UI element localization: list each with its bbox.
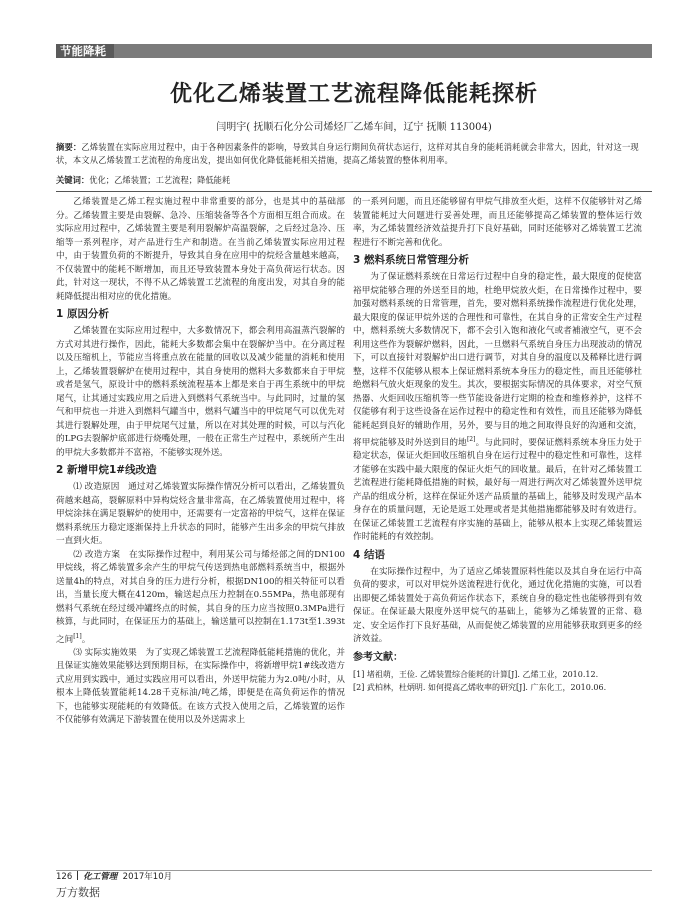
reference-1: [1] 堵祖萌，王俭. 乙烯装置综合能耗的计算[J]. 乙烯工业，2010.12. [353, 669, 599, 679]
intro-paragraph: 乙烯装置是乙烯工程实施过程中非常重要的部分，也是其中的基础部分。乙烯装置主要是由裂解、急冷、压缩装备等各个方面相互组合而成。在实际应用过程中，乙烯装置主要是利用裂解炉高温裂解，之后经过急冷、压缩等一系列程序，对产品进行生产和制造。在当前乙烯装置实际应用过程中，由于装置负荷的不断提升，导致其自身在应用中的烷烃含量越来越高，不仅装置中的能耗不断增加，而且还导致装置本身处于高负荷运行状态。因此，针对这一现状，不得不从乙烯装置工艺流程的角度出发，对其自身的能耗降低提出相对应的优化措施。 [56, 197, 345, 302]
article-title: 优化乙烯装置工艺流程降低能耗探析 [169, 82, 538, 107]
section-2-para-1: ⑴ 改造原因 通过对乙烯装置实际操作情况分析可以看出，乙烯装置负荷越来越高，裂解原料中异构烷烃含量非常高，在乙烯装置使用过程中，将甲烷涂抹在满足裂解炉的使用中，还需要有一定富裕的甲烷气，这样在保证燃料系统压力稳定逐渐保持上升状态的同时，能够产生出多余的甲烷气排放一直到火炬。 [56, 482, 345, 546]
abstract [56, 141, 652, 166]
watermark-brand: 万方数据 [56, 886, 100, 899]
section-2-para-2-end: 。 [81, 634, 91, 645]
issue-date: 2017年10月 [122, 872, 173, 882]
section-1-title: 1 原因分析 [56, 308, 109, 320]
section-2-para-3: ⑶ 实际实施效果 为了实现乙烯装置工艺流程降低能耗措施的优化，并且保证实施效果能够达到预期目标，在实际操作中，将新增甲烷1#线改造方式应用到实践中，通过实践应用可以看出，外送甲烷能力为2.0吨/小时，从根本上降低装置能耗14.28千克标油/吨乙烯，即便是在高负荷运作的情况下，也能够实现能耗的有效降低。在该方式投入使用之后，乙烯装置的运作不仅能够有效满足下游装置在使用以及外送需求上 [56, 647, 345, 726]
section-2-continued: 的一系列问题，而且还能够留有甲烷气排放至火炬，这样不仅能够针对乙烯装置能耗过大问题进行妥善处理，而且还能够提高乙烯装置的整体运行效率，为乙烯装置经济效益提升打下良好基础，同时还能够对乙烯装置工艺流程进行不断完善和优化。 [353, 197, 642, 248]
right-column [353, 196, 642, 694]
section-4-title: 4 结语 [353, 548, 385, 561]
section-3-para-1 [353, 271, 642, 545]
section-4-para-1: 在实际操作过程中，为了适应乙烯装置原料性能以及其自身在运行中高负荷的要求，可以对甲烷外送流程进行优化，通过优化措施的实施，可以看出即便乙烯装置处于高负荷运作状态下，系统自身的稳定性也能够得到有效保证。在保证最大限度外送甲烷气的基础上，能够为乙烯装置的正常、稳定、安全运作打下良好基础，从而促使乙烯装置的应用能够获取到更多的经济效益。 [353, 566, 642, 645]
section-tag: 节能降耗 [56, 44, 114, 58]
abstract-label: 摘要： [56, 142, 82, 152]
footer-separator [77, 871, 78, 880]
article-author: 闫明宇( 抚顺石化分公司烯烃厂乙烯车间，辽宁 抚顺 113004) [216, 122, 492, 133]
section-2-para-2 [56, 549, 345, 647]
left-column [56, 196, 345, 728]
section-1-body: 乙烯装置在实际应用过程中，大多数情况下，都会利用高温蒸汽裂解的方式对其进行操作，因此，能耗大多数都会集中在裂解炉当中。在分离过程以及压缩机上，节能应当将重点放在能量的回收以及减少能量的消耗和使用上，乙烯装置裂解炉在使用过程中，其自身使用的燃料大多数都来自于甲烷或者是氢气，原设计中的燃料系统流程基本上都是来自于再生系统中的甲烷尾气，让其通过实践应用之后进入到燃料气系统当中。与此同时，过量的氢气和甲烷也一并进入到燃料气罐当中，燃料气罐当中的甲烷尾气可以优先对其进行裂解处理，由于甲烷尾气过量，所以在对其处理的时候，可以与汽化的LPG去裂解炉底部进行烧嘴处理，一般在正常生产过程中，系统所产生出的甲烷大多数都并不富裕，不能够实现外送。 [56, 326, 345, 458]
references-title: 参考文献： [353, 651, 403, 663]
section-2-para-2-text: ⑵ 改造方案 在实际操作过程中，利用某公司与烯烃部之间的DN100甲烷线，将乙烯装置多余产生的甲烷气传送到热电部燃料系统当中，根据外送量4h的特点，对其自身的压力进行分析，根据DN100的相关特征可以看出，当量长度大概在4120m，输送起点压力控制在0.55MPa，热电部现有燃料气系统在经过缓冲罐终点的时候，其自身的压力应当按照0.3MPa进行核算，与此同时，在保证压力的基础上，输送量可以控制在1.173t至1.393t之间 [56, 549, 345, 645]
section-3-title: 3 燃料系统日常管理分析 [353, 254, 469, 266]
section-3-para-1-end: 。与此同时，要保证燃料系统本身压力处于稳定状态，保证火炬回收压缩机自身在运行过程中的稳定性和可靠性，这样才能够在实践中最大限度的保证火炬气的回收量。最后，在针对乙烯装置工艺流程进行能耗降低措施的时候，最好每一周进行两次对乙烯装置外送甲烷产品的组成分析，这样在保证外送产品质量的基础上，能够及时发现产品本身存在的质量问题，无论是返工处理或者是其他措施都能够及时有效进行。在保证乙烯装置工艺流程有序实施的基础上，能够从根本上实现乙烯装置运作时能耗的有效控制。 [353, 437, 642, 543]
reference-2: [2] 武柏林，杜炳明. 如何提高乙烯收率的研究[J]. 广东化工，2010.06. [353, 682, 607, 692]
citation-1: [1] [73, 632, 82, 640]
journal-name: 化工管理 [83, 872, 118, 882]
keywords-text: 优化；乙烯装置；工艺流程；降低能耗 [89, 175, 231, 185]
keywords [56, 174, 652, 186]
section-2-title: 2 新增甲烷1#线改造 [56, 464, 157, 476]
footer-info [56, 871, 172, 883]
keywords-label: 关键词： [56, 175, 90, 185]
section-3-para-1-text: 为了保证燃料系统在日常运行过程中自身的稳定性，最大限度的促使富裕甲烷能够合理的外送至目的地，杜绝甲烷放火炬，在日常操作过程中，要加强对燃料系统的日常管理，首先，要对燃料系统操作流程进行优化处理，最大限度的保证甲烷外送的合理性和可靠性，在其自身的正常安全生产过程中，燃料系统大多数情况下，都不会引入饱和液化气或者補液空气，更不会利用这些作为裂解炉燃料，因此，一旦燃料气系统自身压力出现波动的情况下，可以直接针对裂解炉出口进行调节，对其自身的温度以及稀释比进行调整，这样不仅能够从根本上保证燃料系统本身压力的稳定性，而且还能够杜绝燃料气放火炬现象的发生。其次，要根据实际情况的具体要求，对空气预热器、火炬回收压缩机等一些节能设备进行定期的检查和维修养护，这样不仅能够有利于这些设备在运作过程中的稳定性和有效性，而且还能够为降低能耗起到良好的辅助作用，另外，要与目的地之间取得良好的沟通和交流，将甲烷能够及时外送到目的地 [353, 272, 642, 448]
page-number: 126 [56, 872, 73, 882]
abstract-text: 乙烯装置在实际应用过程中，由于各种因素条件的影响，导致其自身运行期间负荷状态运行，这样对其自身的能耗消耗就会非常大，因此，针对这一现状，本文从乙烯装置工艺流程的角度出发，提出如何优化降低能耗相关措施，提高乙烯装置的整体利用率。 [56, 142, 639, 165]
citation-2: [2] [466, 436, 476, 443]
section-banner [56, 44, 652, 58]
header-rule [56, 191, 652, 192]
